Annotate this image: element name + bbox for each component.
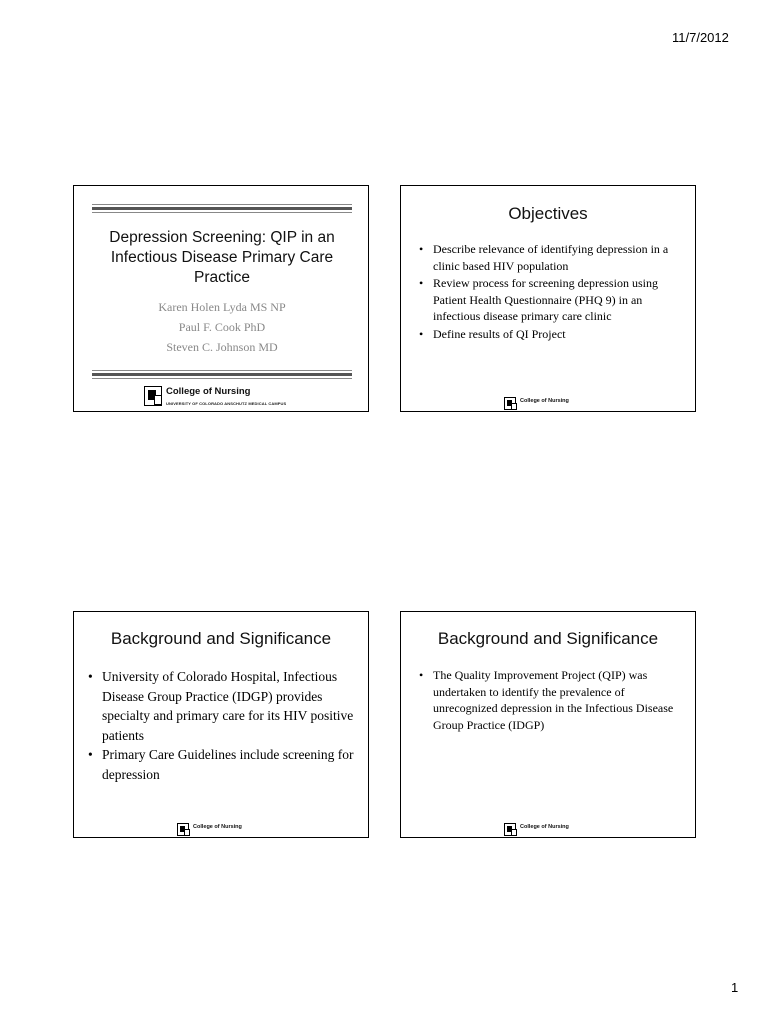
cu-logo-icon — [144, 386, 162, 406]
bullet-item: • Describe relevance of identifying depression in a clinic based HIV population — [419, 241, 687, 274]
slide-heading: Objectives — [508, 204, 588, 223]
cu-logo-icon — [177, 823, 189, 836]
slide-background-2 — [400, 611, 696, 838]
cu-logo-icon — [504, 823, 516, 836]
college-logo — [144, 386, 286, 406]
logo-name: College of Nursing — [520, 824, 569, 830]
college-logo — [177, 823, 242, 836]
bullet-item: • Review process for screening depression using Patient Health Questionnaire (PHQ 9) in an infectious disease primary care clinic — [419, 275, 687, 325]
author-name: Karen Holen Lyda MS NP — [158, 300, 286, 314]
bottom-rule-lines — [92, 370, 352, 381]
logo-name: College of Nursing — [520, 398, 569, 404]
slide-heading: Background and Significance — [437, 629, 659, 648]
logo-subtitle-line — [193, 832, 242, 835]
college-logo — [504, 823, 569, 836]
author-name: Steven C. Johnson MD — [166, 340, 278, 354]
slide-heading: Background and Significance — [110, 629, 332, 648]
page-date: 11/7/2012 — [672, 30, 729, 45]
presentation-title: Depression Screening: QIP in an Infectious Disease Primary Care Practice — [109, 229, 335, 286]
slide-objectives — [400, 185, 696, 412]
bullet-item: • Primary Care Guidelines include screening for depression — [88, 745, 358, 784]
logo-name: College of Nursing — [166, 386, 251, 397]
bullet-list — [419, 667, 687, 733]
logo-subtitle-line — [520, 406, 569, 409]
author-name: Paul F. Cook PhD — [178, 320, 266, 334]
bullet-item: • Define results of QI Project — [419, 326, 687, 343]
bullet-list — [88, 667, 358, 784]
cu-logo-icon — [504, 397, 516, 410]
bullet-item: • The Quality Improvement Project (QIP) was undertaken to identify the prevalence of unrecognized depression in the Infectious Disease Group Practice (IDGP) — [419, 667, 687, 733]
logo-subtitle-line — [520, 832, 569, 835]
slide-title-slide — [73, 185, 369, 412]
college-logo — [504, 397, 569, 410]
bullet-list — [419, 241, 687, 343]
author-list — [88, 297, 356, 357]
bullet-item: • University of Colorado Hospital, Infectious Disease Group Practice (IDGP) provides specialty and primary care for its HIV positive patients — [88, 667, 358, 745]
top-rule-lines — [92, 204, 352, 215]
logo-name: College of Nursing — [193, 824, 242, 830]
logo-subtitle: UNIVERSITY OF COLORADO ANSCHUTZ MEDICAL CAMPUS — [166, 401, 287, 406]
slide-background-1 — [73, 611, 369, 838]
page-number: 1 — [731, 980, 739, 995]
